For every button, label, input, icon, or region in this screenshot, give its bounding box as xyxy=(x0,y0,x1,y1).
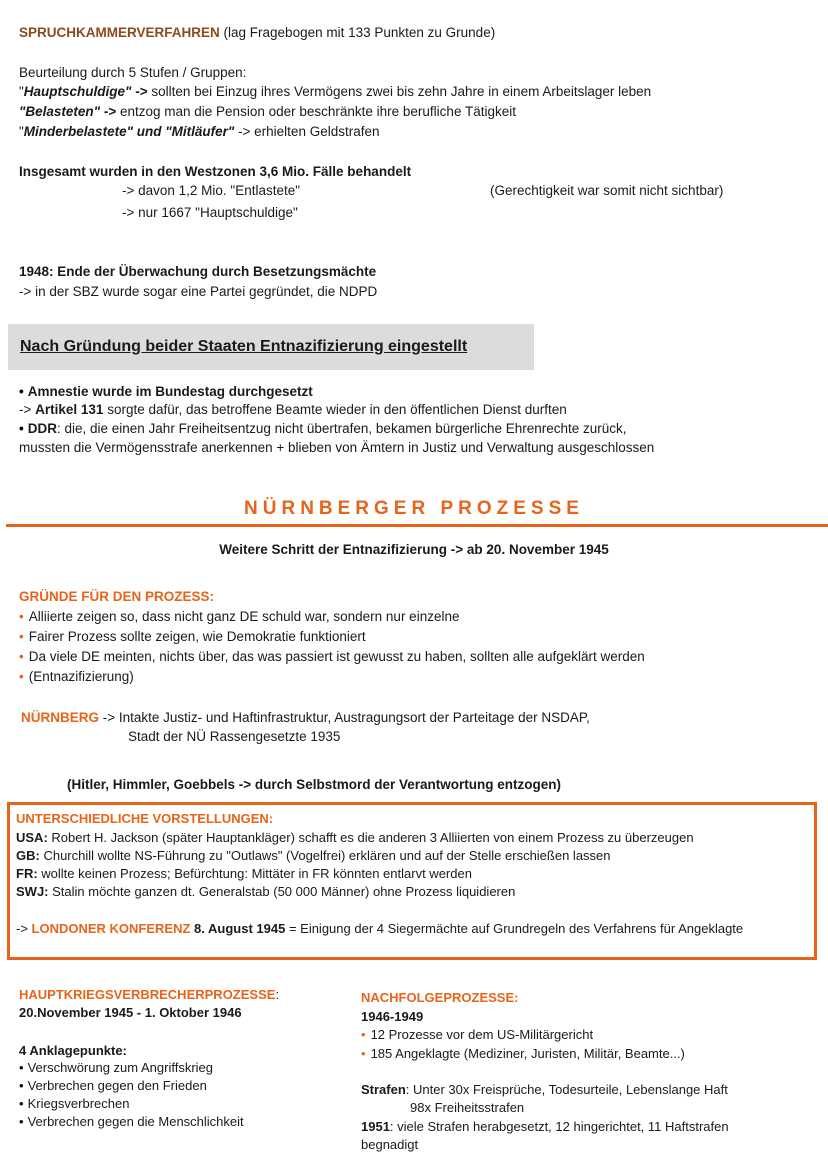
section-heading-box xyxy=(8,324,534,370)
spruch-intro: Beurteilung durch 5 Stufen / Gruppen: xyxy=(19,65,247,80)
bullet: • xyxy=(19,421,24,436)
nfp-penalties-line-1 xyxy=(361,1081,728,1099)
section-heading: Nach Gründung beider Staaten Entnazifizierung eingestellt xyxy=(20,338,468,355)
nfp-years: 1946-1949 xyxy=(361,1009,424,1024)
london-date: 8. August 1945 xyxy=(190,921,286,936)
hkv-charge xyxy=(19,1059,213,1077)
year-1951-text: : viele Strafen herabgesetzt, 12 hingerichtet, 11 Haftstrafen xyxy=(389,1119,729,1134)
bullet: • xyxy=(19,384,24,399)
opinions-title: UNTERSCHIEDLICHE VORSTELLUNGEN: xyxy=(16,811,274,826)
bullet: • xyxy=(19,1078,24,1093)
nuernberg-label: NÜRNBERG xyxy=(21,710,100,725)
artikel-131: Artikel 131 xyxy=(35,402,104,417)
west-note: (Gerechtigkeit war somit nicht sichtbar) xyxy=(490,183,724,198)
level-2-text: entzog man die Pension oder beschränkte ihre berufliche Tätigkeit xyxy=(119,104,516,119)
nfp-penalties-line-2: 98x Freiheitsstrafen xyxy=(410,1100,525,1115)
nfp-item-text: 12 Prozesse vor dem US-Militärgericht xyxy=(370,1027,594,1042)
year-1951-label: 1951 xyxy=(361,1119,390,1134)
opinion-text: wollte keinen Prozess; Befürchtung: Mittäter in FR könnten entlarvt werden xyxy=(37,866,472,881)
hkv-charges-title: 4 Anklagepunkte: xyxy=(19,1043,127,1058)
np-title: NÜRNBERGER PROZESSE xyxy=(244,498,584,519)
reason-item xyxy=(19,608,459,626)
charge-text: Kriegsverbrechen xyxy=(27,1096,130,1111)
arrow: -> xyxy=(16,921,32,936)
reason-text: Da viele DE meinten, nichts über, das was passiert ist gewusst zu haben, sollten alle aufgeklärt werden xyxy=(28,649,645,664)
reason-text: Alliierte zeigen so, dass nicht ganz DE schuld war, sondern nur einzelne xyxy=(28,609,460,624)
bullet: • xyxy=(361,1046,366,1061)
ddr-text: : die, die einen Jahr Freiheitsentzug nicht übertrafen, bekamen bürgerliche Ehrenrechte zurück, xyxy=(56,421,627,436)
amnesty-line-3 xyxy=(19,420,627,438)
np-subtitle: Weitere Schritt der Entnazifizierung -> ab 20. November 1945 xyxy=(219,542,609,557)
nfp-item xyxy=(361,1026,593,1044)
country-label: FR: xyxy=(16,866,38,881)
np-divider xyxy=(6,524,828,527)
arrow: -> xyxy=(19,402,36,417)
artikel-text: sorgte dafür, das betroffene Beamte wieder in den öffentlichen Dienst durften xyxy=(103,402,567,417)
hkv-charge xyxy=(19,1113,244,1131)
quote: " xyxy=(19,84,24,99)
opinion-text: Churchill wollte NS-Führung zu "Outlaws" (Vogelfrei) erklären und auf der Stelle erschießen lassen xyxy=(39,848,611,863)
penalties-label: Strafen xyxy=(361,1082,406,1097)
london-label: LONDONER KONFERENZ xyxy=(31,921,191,936)
spruch-level-2 xyxy=(19,103,516,121)
bullet: • xyxy=(19,669,24,684)
west-line-1: -> davon 1,2 Mio. "Entlastete" xyxy=(122,183,301,198)
hkv-dates: 20.November 1945 - 1. Oktober 1946 xyxy=(19,1005,242,1020)
charge-text: Verbrechen gegen den Frieden xyxy=(27,1078,207,1093)
hkv-title: HAUPTKRIEGSVERBRECHERPROZESSE xyxy=(19,987,276,1002)
level-1-text: sollten bei Einzug ihres Vermögens zwei bis zehn Jahre in einem Arbeitslager leben xyxy=(151,84,652,99)
reason-text: Fairer Prozess sollte zeigen, wie Demokratie funktioniert xyxy=(28,629,366,644)
bullet: • xyxy=(19,1096,24,1111)
opinion-fr xyxy=(16,865,472,883)
nfp-1951-line-2: begnadigt xyxy=(361,1137,419,1152)
reason-item xyxy=(19,648,645,666)
west-title: Insgesamt wurden in den Westzonen 3,6 Mio. Fälle behandelt xyxy=(19,164,412,179)
bullet: • xyxy=(19,649,24,664)
bullet: • xyxy=(19,629,24,644)
spruch-title-line xyxy=(19,24,495,42)
reason-text: (Entnazifizierung) xyxy=(28,669,134,684)
term-minderbelastete: Minderbelastete" und "Mitläufer" xyxy=(23,124,235,139)
term-belasteten: "Belasteten" xyxy=(19,104,101,119)
charge-text: Verbrechen gegen die Menschlichkeit xyxy=(27,1114,244,1129)
amnesty-line-2 xyxy=(19,401,567,419)
opinion-text: Stalin möchte ganzen dt. Generalstab (50 000 Männer) ohne Prozess liquidieren xyxy=(48,884,516,899)
quote: " xyxy=(19,124,24,139)
arrow: -> xyxy=(131,84,152,99)
nuernberg-line-1 xyxy=(21,709,590,727)
opinion-text: Robert H. Jackson (später Hauptankläger) schafft es die anderen 3 Alliierten von einem Prozess zu überzeugen xyxy=(47,830,694,845)
nfp-item-text: 185 Angeklagte (Mediziner, Juristen, Militär, Beamte...) xyxy=(370,1046,685,1061)
nfp-item xyxy=(361,1045,685,1063)
country-label: GB: xyxy=(16,848,40,863)
bullet: • xyxy=(19,1060,24,1075)
reason-item xyxy=(19,628,366,646)
bullet: • xyxy=(19,1114,24,1129)
y1948-text: -> in der SBZ wurde sogar eine Partei gegründet, die NDPD xyxy=(19,284,378,299)
y1948-title: 1948: Ende der Überwachung durch Besetzungsmächte xyxy=(19,264,377,279)
spruch-level-3 xyxy=(19,123,380,141)
spruch-title: SPRUCHKAMMERVERFAHREN xyxy=(19,25,220,40)
nfp-1951-line-1 xyxy=(361,1118,729,1136)
bullet: • xyxy=(361,1027,366,1042)
bullet: • xyxy=(19,609,24,624)
colon: : xyxy=(275,987,280,1002)
reason-item xyxy=(19,668,134,686)
nuernberg-text: -> Intakte Justiz- und Haftinfrastruktur, Austragungsort der Parteitage der NSDAP, xyxy=(99,710,590,725)
country-label: USA: xyxy=(16,830,48,845)
amnesty-text: Amnestie wurde im Bundestag durchgesetzt xyxy=(27,384,313,399)
opinion-usa xyxy=(16,829,694,847)
london-text: = Einigung der 4 Siegermächte auf Grundregeln des Verfahrens für Angeklagte xyxy=(285,921,744,936)
country-label: SWJ: xyxy=(16,884,49,899)
london-conference xyxy=(16,920,743,938)
nfp-title: NACHFOLGEPROZESSE: xyxy=(361,990,519,1005)
level-3-text: -> erhielten Geldstrafen xyxy=(234,124,380,139)
opinion-gb xyxy=(16,847,611,865)
penalties-text: : Unter 30x Freisprüche, Todesurteile, Lebenslange Haft xyxy=(405,1082,728,1097)
arrow: -> xyxy=(100,104,120,119)
amnesty-line-4: mussten die Vermögensstrafe anerkennen + blieben von Ämtern in Justiz und Verwaltung ausgeschlossen xyxy=(19,440,655,455)
spruch-level-1 xyxy=(19,83,651,101)
opinion-swj xyxy=(16,883,515,901)
reasons-title: GRÜNDE FÜR DEN PROZESS: xyxy=(19,589,215,604)
nuernberg-line-2: Stadt der NÜ Rassengesetzte 1935 xyxy=(128,729,341,744)
charge-text: Verschwörung zum Angriffskrieg xyxy=(27,1060,214,1075)
hkv-charge xyxy=(19,1095,129,1113)
hkv-title-line xyxy=(19,986,279,1004)
ddr-term: DDR xyxy=(27,421,57,436)
suicide-note: (Hitler, Himmler, Goebbels -> durch Selbstmord der Verantwortung entzogen) xyxy=(67,777,561,792)
term-hauptschuldige: Hauptschuldige" xyxy=(23,84,132,99)
west-line-2: -> nur 1667 "Hauptschuldige" xyxy=(122,205,298,220)
amnesty-line-1 xyxy=(19,383,313,401)
hkv-charge xyxy=(19,1077,207,1095)
spruch-title-note: (lag Fragebogen mit 133 Punkten zu Grunde) xyxy=(219,25,496,40)
